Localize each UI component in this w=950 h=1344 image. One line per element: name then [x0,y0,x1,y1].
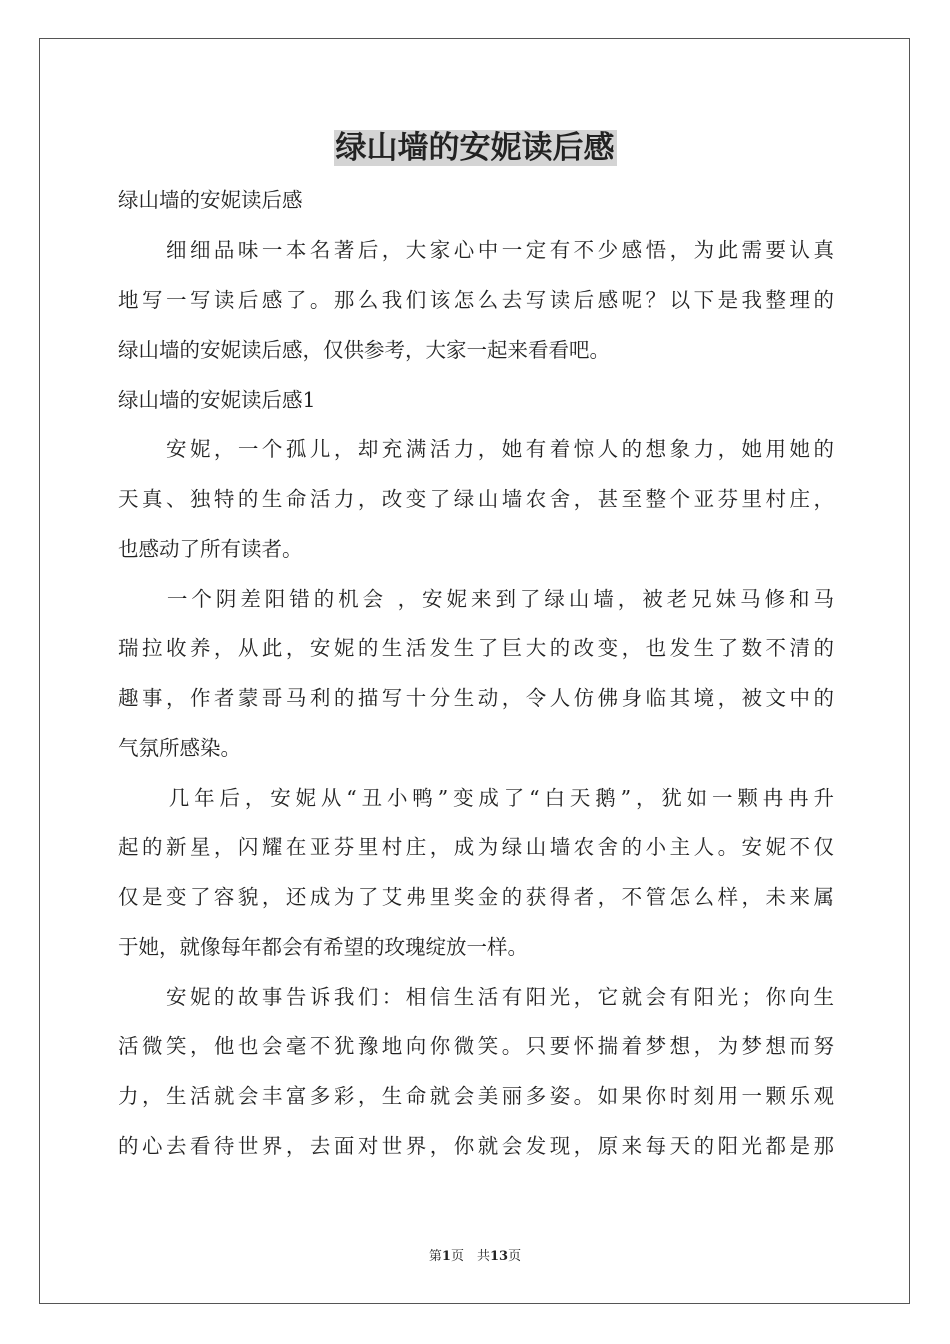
body-line: 趣事，作者蒙哥马利的描写十分生动，令人仿佛身临其境，被文中的 [118,686,834,710]
current-page-number: 1 [441,1249,451,1264]
total-prefix: 共 [476,1249,490,1264]
page-frame [39,38,910,1304]
section-heading: 绿山墙的安妮读后感1 [118,388,316,412]
body-line: 安妮，一个孤儿，却充满活力，她有着惊人的想象力，她用她的 [118,437,834,461]
body-line: 活微笑，他也会毫不犹豫地向你微笑。只要怀揣着梦想，为梦想而努 [118,1034,834,1058]
page-footer [0,1248,950,1266]
body-line: 也感动了所有读者。 [118,537,303,561]
page-unit: 页 [450,1249,464,1264]
total-unit: 页 [508,1249,522,1264]
body-line: 仅是变了容貌，还成为了艾弗里奖金的获得者，不管怎么样，未来属 [118,885,834,909]
body-line: 瑞拉收养，从此，安妮的生活发生了巨大的改变，也发生了数不清的 [118,636,834,660]
document-subtitle: 绿山墙的安妮读后感 [118,188,303,212]
body-line: 细细品味一本名著后，大家心中一定有不少感悟，为此需要认真 [118,238,834,262]
body-line: 安妮的故事告诉我们：相信生活有阳光，它就会有阳光；你向生 [118,985,834,1009]
body-line: 绿山墙的安妮读后感，仅供参考，大家一起来看看吧。 [118,338,610,362]
body-line: 一个阴差阳错的机会 ，安妮来到了绿山墙，被老兄妹马修和马 [118,587,834,611]
total-page-count: 13 [489,1249,509,1264]
body-line: 几年后，安妮从“丑小鸭”变成了“白天鹅”，犹如一颗冉冉升 [118,786,834,810]
body-line: 力，生活就会丰富多彩，生命就会美丽多姿。如果你时刻用一颗乐观 [118,1084,834,1108]
document-title [0,126,950,170]
body-line: 的心去看待世界，去面对世界，你就会发现，原来每天的阳光都是那 [118,1134,834,1158]
body-line: 气氛所感染。 [118,736,241,760]
body-line: 于她，就像每年都会有希望的玫瑰绽放一样。 [118,935,528,959]
page-prefix: 第 [428,1249,442,1264]
body-line: 天真、独特的生命活力，改变了绿山墙农舍，甚至整个亚芬里村庄， [118,487,834,511]
body-line: 起的新星，闪耀在亚芬里村庄，成为绿山墙农舍的小主人。安妮不仅 [118,835,834,859]
document-title-text: 绿山墙的安妮读后感 [335,130,615,166]
body-line: 地写一写读后感了。那么我们该怎么去写读后感呢？以下是我整理的 [118,288,834,312]
